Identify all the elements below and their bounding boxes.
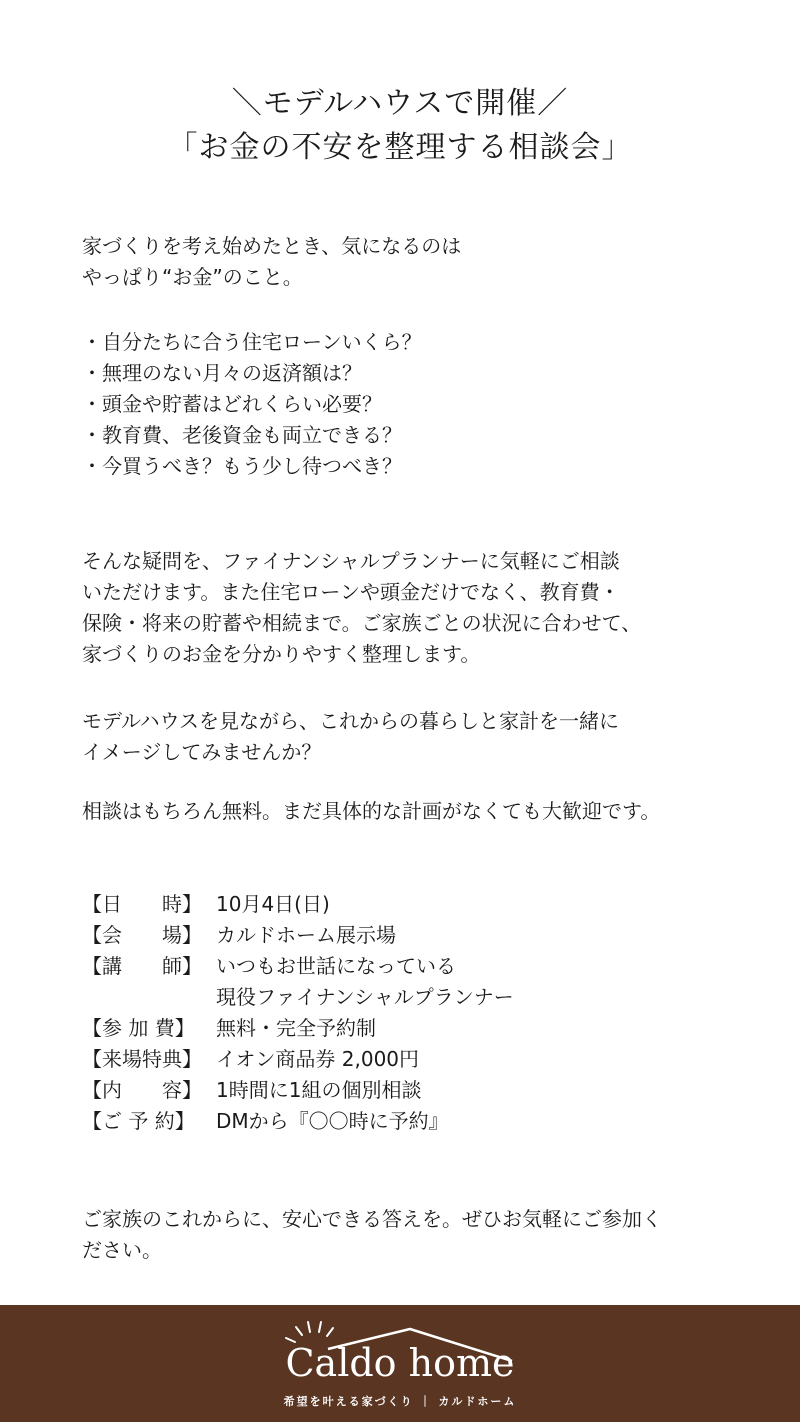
detail-row-date	[82, 889, 514, 920]
invitation-line: イメージしてみませんか？	[82, 740, 322, 764]
detail-label: 【日 時】	[82, 892, 202, 916]
free-consultation-note: 相談はもちろん無料。まだ具体的な計画がなくても大歓迎です。	[82, 799, 661, 823]
description-line: いただけます。また住宅ローンや頭金だけでなく、教育費・	[82, 580, 620, 604]
detail-label	[82, 982, 216, 1013]
detail-row-content	[82, 1075, 514, 1106]
detail-label: 【内 容】	[82, 1078, 202, 1102]
question-item: ・無理のない月々の返済額は？	[82, 361, 362, 385]
description-line: そんな疑問を、ファイナンシャルプランナーに気軽にご相談	[82, 549, 620, 573]
logo-tagline: 希望を叶える家づくり ｜ カルドホーム	[283, 1395, 517, 1408]
description-paragraph	[82, 546, 641, 670]
heading-line-1: ＼モデルハウスで開催／	[231, 86, 569, 121]
detail-row-fee	[82, 1013, 514, 1044]
brand-footer	[0, 1305, 800, 1422]
closing-line: ご家族のこれからに、安心できる答えを。ぜひお気軽にご参加く	[82, 1207, 662, 1231]
invitation-line: モデルハウスを見ながら、これからの暮らしと家計を一緒に	[82, 709, 619, 733]
detail-value: イオン商品券 2,000円	[216, 1047, 420, 1071]
event-details	[82, 889, 514, 1137]
detail-row-reservation	[82, 1106, 514, 1137]
detail-value: 無料・完全予約制	[216, 1016, 376, 1040]
detail-label: 【ご 予 約】	[82, 1109, 195, 1133]
description-line: 保険・将来の貯蓄や相続まで。ご家族ごとの状況に合わせて、	[82, 611, 642, 635]
description-line: 家づくりのお金を分かりやすく整理します。	[82, 642, 481, 666]
detail-label: 【会 場】	[82, 923, 202, 947]
heading-line-2: 「お金の不安を整理する相談会」	[167, 130, 633, 165]
detail-value: 現役ファイナンシャルプランナー	[216, 985, 514, 1009]
detail-row-lecturer-cont	[82, 982, 514, 1013]
detail-row-venue	[82, 920, 514, 951]
question-item: ・頭金や貯蓄はどれくらい必要？	[82, 392, 382, 416]
question-list	[82, 327, 422, 482]
detail-row-gift	[82, 1044, 514, 1075]
question-item: ・今買うべき？もう少し待つべき？	[82, 454, 402, 478]
intro-paragraph	[82, 231, 461, 293]
event-heading	[0, 82, 800, 170]
detail-label: 【来場特典】	[82, 1047, 202, 1071]
invitation-paragraph	[82, 706, 619, 768]
question-item: ・自分たちに合う住宅ローンいくら？	[82, 330, 422, 354]
detail-value: DMから『〇〇時に予約』	[216, 1109, 449, 1133]
detail-value: 10月4日(日)	[216, 892, 330, 916]
detail-value: いつもお世話になっている	[216, 954, 456, 978]
intro-line: 家づくりを考え始めたとき、気になるのは	[82, 234, 462, 258]
closing-line: ださい。	[82, 1238, 162, 1262]
intro-line: やっぱり“お金”のこと。	[82, 265, 303, 289]
question-item: ・教育費、老後資金も両立できる？	[82, 423, 402, 447]
detail-value: 1時間に1組の個別相談	[216, 1078, 422, 1102]
caldo-home-logo	[0, 1305, 800, 1422]
detail-row-lecturer	[82, 951, 514, 982]
detail-label: 【参 加 費】	[82, 1016, 195, 1040]
detail-label: 【講 師】	[82, 954, 202, 978]
detail-value: カルドホーム展示場	[216, 923, 396, 947]
logo-wordmark: Caldo home	[285, 1341, 515, 1385]
closing-message	[82, 1204, 662, 1266]
